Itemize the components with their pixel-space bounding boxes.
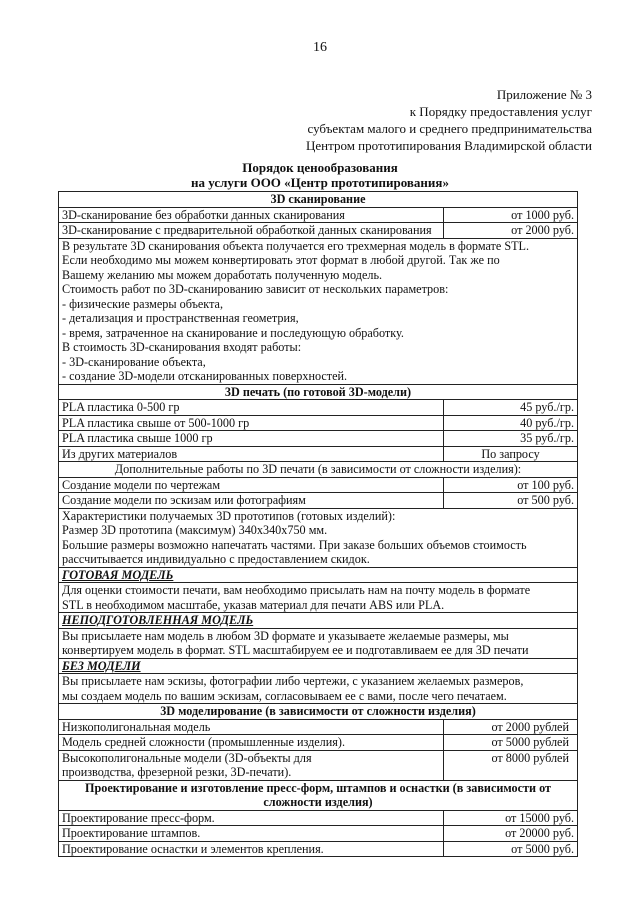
service-price: По запросу xyxy=(444,446,578,462)
desc-line: - время, затраченное на сканирование и последующую обработку. xyxy=(62,325,404,340)
service-price: от 15000 руб. xyxy=(444,810,578,826)
table-row xyxy=(59,826,578,842)
table-row xyxy=(59,400,578,416)
service-name: Проектирование оснастки и элементов крепления. xyxy=(59,841,444,857)
service-name: Создание модели по эскизам или фотографиям xyxy=(59,493,444,509)
service-price: от 8000 рублей xyxy=(444,750,578,780)
service-price: от 1000 руб. xyxy=(444,207,578,223)
section-header-print: 3D печать (по готовой 3D-модели) xyxy=(59,384,578,400)
table-row xyxy=(59,719,578,735)
desc-line: Вашему желанию мы можем доработать полученную модель. xyxy=(62,267,383,282)
document-title xyxy=(0,160,640,190)
desc-line: Если необходимо мы можем конвертировать этот формат в любой другой. Так же по xyxy=(62,253,500,267)
service-name: 3D-сканирование с предварительной обработкой данных сканирования xyxy=(59,223,444,239)
desc-line: мы создаем модель по вашим эскизам, согласовываем ее с вами, после чего печатаем. xyxy=(62,688,507,703)
table-row xyxy=(59,810,578,826)
service-name: PLA пластика 0-500 гр xyxy=(59,400,444,416)
table-row xyxy=(59,207,578,223)
desc-line: конвертируем модель в формат. STL масштабируем ее и подготавливаем ее для 3D печати xyxy=(62,643,529,657)
service-name: Создание модели по чертежам xyxy=(59,477,444,493)
appendix-line: Центром прототипирования Владимирской области xyxy=(305,138,592,153)
desc-line: Вы присылаете нам эскизы, фотографии либо чертежи, с указанием желаемых размеров, xyxy=(62,674,524,688)
desc-line: - создание 3D-модели отсканированных поверхностей. xyxy=(62,369,348,383)
page-number: 16 xyxy=(313,40,327,55)
extra-works-header: Дополнительные работы по 3D печати (в зависимости от сложности изделия): xyxy=(59,462,578,478)
table-row xyxy=(59,750,578,780)
table-row xyxy=(59,415,578,431)
service-price: от 20000 руб. xyxy=(444,826,578,842)
table-row xyxy=(59,431,578,447)
service-price: от 5000 руб. xyxy=(444,841,578,857)
appendix-header xyxy=(306,86,592,154)
price-table xyxy=(58,191,578,857)
service-name: Из других материалов xyxy=(59,446,444,462)
appendix-line: к Порядку предоставления услуг xyxy=(409,104,592,119)
desc-line: Большие размеры возможно напечатать частями. При заказе больших объемов стоимость xyxy=(62,537,527,552)
service-name: PLA пластика свыше от 500-1000 гр xyxy=(59,415,444,431)
table-row xyxy=(59,841,578,857)
service-price: от 2000 руб. xyxy=(444,223,578,239)
desc-line: Для оценки стоимости печати, вам необходимо присылать нам на почту модель в формате xyxy=(62,583,531,597)
desc-line: Вы присылаете нам модель в любом 3D формате и указываете желаемые размеры, мы xyxy=(62,628,509,643)
desc-line: STL в необходимом масштабе, указав материал для печати ABS или PLA. xyxy=(62,597,445,612)
section-text xyxy=(59,674,578,704)
section-header-molds: Проектирование и изготовление пресс-форм, штампов и оснастки (в зависимости от сложности изделия) xyxy=(59,780,578,810)
title-line: на услуги ООО «Центр прототипирования» xyxy=(191,175,449,190)
service-name: Проектирование пресс-форм. xyxy=(59,810,444,826)
service-name: Высокополигональные модели (3D-объекты для производства, фрезерной резки, 3D-печати). xyxy=(59,750,444,780)
section-header-modeling: 3D моделирование (в зависимости от сложности изделия) xyxy=(59,704,578,720)
service-price: 45 руб./гр. xyxy=(444,400,578,416)
section-text xyxy=(59,628,578,658)
service-price: от 2000 рублей xyxy=(444,719,578,735)
section-title-ready-model: ГОТОВАЯ МОДЕЛЬ xyxy=(59,567,578,583)
print-characteristics xyxy=(59,508,578,567)
desc-line: - физические размеры объекта, xyxy=(62,296,224,311)
section-title-no-model: БЕЗ МОДЕЛИ xyxy=(59,658,578,674)
section-header-scan: 3D сканирование xyxy=(59,192,578,208)
appendix-line: субъектам малого и среднего предпринимательства xyxy=(307,121,592,136)
service-name: Модель средней сложности (промышленные изделия). xyxy=(59,735,444,751)
table-row xyxy=(59,446,578,462)
table-row xyxy=(59,223,578,239)
table-row xyxy=(59,493,578,509)
service-price: 40 руб./гр. xyxy=(444,415,578,431)
service-name: Проектирование штампов. xyxy=(59,826,444,842)
desc-line: Характеристики получаемых 3D прототипов (готовых изделий): xyxy=(62,508,396,523)
desc-line: - 3D-сканирование объекта, xyxy=(62,354,206,369)
scan-description xyxy=(59,238,578,384)
desc-line: рассчитывается индивидуально с предоставлением скидок. xyxy=(62,552,370,566)
desc-line: В результате 3D сканирования объекта получается его трехмерная модель в формате STL. xyxy=(62,238,530,253)
desc-line: Размер 3D прототипа (максимум) 340х340х750 мм. xyxy=(62,523,328,537)
table-row xyxy=(59,735,578,751)
service-price: от 500 руб. xyxy=(444,493,578,509)
service-name: Низкополигональная модель xyxy=(59,719,444,735)
section-text xyxy=(59,583,578,613)
service-price: от 100 руб. xyxy=(444,477,578,493)
desc-line: Стоимость работ по 3D-сканированию зависит от нескольких параметров: xyxy=(62,282,449,296)
service-name: 3D-сканирование без обработки данных сканирования xyxy=(59,207,444,223)
appendix-line: Приложение № 3 xyxy=(496,87,592,102)
section-title-unprepared-model: НЕПОДГОТОВЛЕННАЯ МОДЕЛЬ xyxy=(59,613,578,629)
service-price: 35 руб./гр. xyxy=(444,431,578,447)
service-price: от 5000 рублей xyxy=(444,735,578,751)
title-line: Порядок ценообразования xyxy=(242,160,398,175)
service-name: PLA пластика свыше 1000 гр xyxy=(59,431,444,447)
desc-line: В стоимость 3D-сканирования входят работы: xyxy=(62,340,302,354)
table-row xyxy=(59,477,578,493)
desc-line: - детализация и пространственная геометрия, xyxy=(62,311,299,325)
